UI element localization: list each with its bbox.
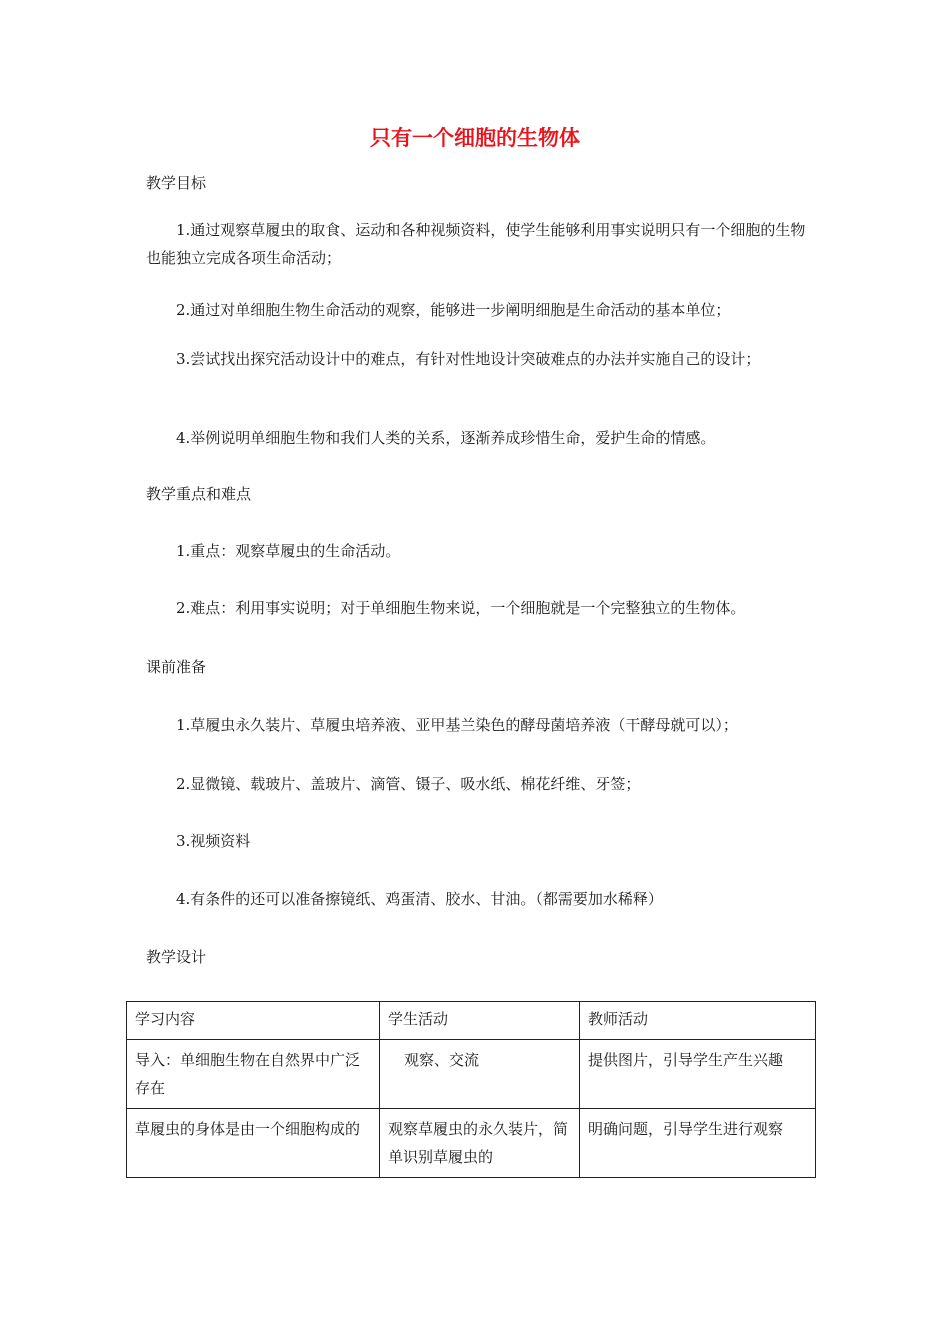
table-header-cell: 学生活动 (380, 1002, 580, 1040)
table-header-cell: 学习内容 (127, 1002, 380, 1040)
key-point-item-1: 1.重点：观察草履虫的生命活动。 (176, 542, 401, 560)
preparation-heading: 课前准备 (146, 658, 207, 676)
preparation-item-3: 3.视频资料 (176, 832, 251, 850)
table-cell: 草履虫的身体是由一个细胞构成的 (127, 1109, 380, 1178)
key-points-heading: 教学重点和难点 (146, 485, 252, 503)
objective-item-2: 2.通过对单细胞生物生命活动的观察，能够进一步阐明细胞是生命活动的基本单位； (176, 301, 731, 319)
table-cell: 明确问题，引导学生进行观察 (580, 1109, 816, 1178)
table-cell: 导入：单细胞生物在自然界中广泛存在 (127, 1040, 380, 1109)
objective-item-1: 1.通过观察草履虫的取食、运动和各种视频资料，使学生能够利用事实说明只有一个细胞的生物也能独立完成各项生命活动； (146, 221, 806, 267)
table-header-row (127, 1002, 816, 1040)
table-header-cell: 教师活动 (580, 1002, 816, 1040)
table-cell: 观察草履虫的永久装片，简单识别草履虫的 (380, 1109, 580, 1178)
preparation-item-4: 4.有条件的还可以准备擦镜纸、鸡蛋清、胶水、甘油。（都需要加水稀释） (176, 890, 663, 908)
design-heading: 教学设计 (146, 948, 207, 966)
preparation-item-1: 1.草履虫永久装片、草履虫培养液、亚甲基兰染色的酵母菌培养液（干酵母就可以）； (176, 716, 738, 734)
objectives-heading: 教学目标 (146, 174, 207, 192)
table-row (127, 1109, 816, 1178)
key-point-item-2: 2.难点：利用事实说明；对于单细胞生物来说，一个细胞就是一个完整独立的生物体。 (176, 599, 746, 617)
table-cell (380, 1040, 580, 1109)
document-title: 只有一个细胞的生物体 (370, 126, 580, 150)
table-cell: 提供图片，引导学生产生兴趣 (580, 1040, 816, 1109)
teaching-design-table (126, 1001, 816, 1178)
objective-item-4: 4.举例说明单细胞生物和我们人类的关系，逐渐养成珍惜生命，爱护生命的情感。 (176, 429, 716, 447)
objective-item-3: 3.尝试找出探究活动设计中的难点，有针对性地设计突破难点的办法并实施自己的设计； (176, 350, 761, 368)
table-cell-text: 观察、交流 (404, 1051, 480, 1069)
table-row (127, 1040, 816, 1109)
preparation-item-2: 2.显微镜、载玻片、盖玻片、滴管、镊子、吸水纸、棉花纤维、牙签； (176, 775, 641, 793)
